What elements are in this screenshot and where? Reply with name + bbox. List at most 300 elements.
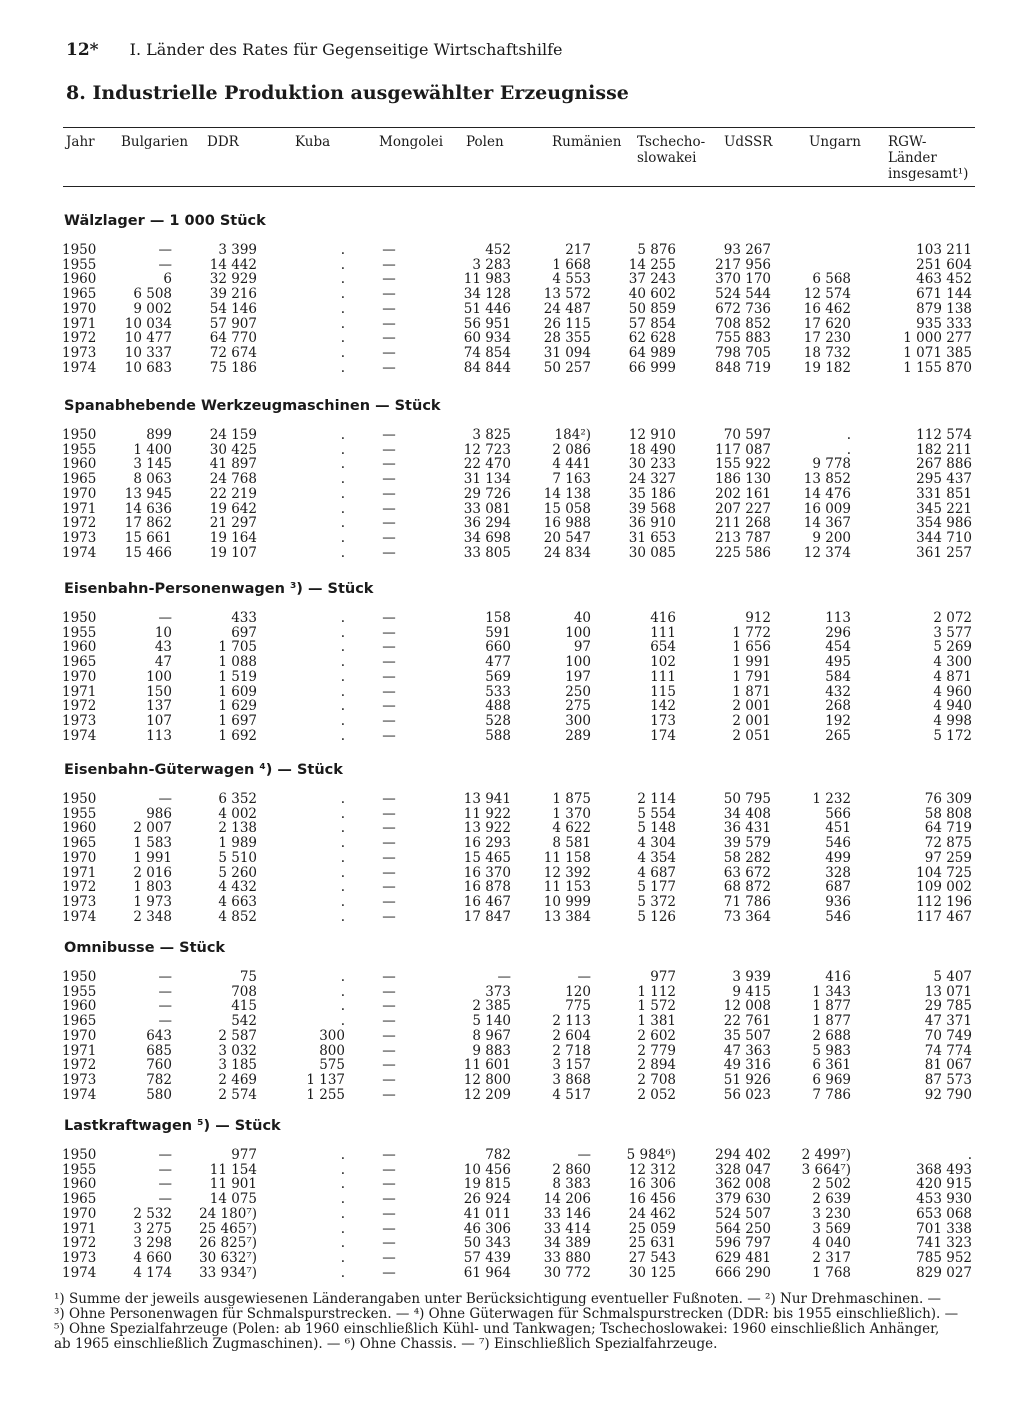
- year-cell: 1960: [62, 271, 97, 288]
- value-cell: —: [382, 639, 396, 656]
- value-cell: 251 604: [916, 256, 972, 273]
- value-cell: 5 372: [637, 893, 676, 910]
- value-cell: —: [158, 969, 172, 985]
- running-head-text: I. Länder des Rates für Gegenseitige Wirtschaftshilfe: [129, 40, 563, 59]
- table-row: [62, 1044, 972, 1059]
- value-cell: 666 290: [715, 1264, 771, 1281]
- value-cell: .: [340, 791, 345, 807]
- value-cell: —: [382, 998, 396, 1015]
- value-cell: 2 532: [133, 1205, 172, 1222]
- value-cell: 113: [825, 610, 851, 626]
- year-cell: 1960: [62, 1176, 97, 1193]
- value-cell: —: [158, 1161, 172, 1178]
- value-cell: 1 155 870: [903, 359, 972, 376]
- value-cell: —: [382, 864, 396, 881]
- value-cell: 697: [231, 624, 257, 641]
- value-cell: —: [382, 456, 396, 473]
- value-cell: 10 337: [124, 344, 172, 361]
- value-cell: 416: [825, 969, 851, 985]
- header-rule-bottom: [63, 186, 975, 187]
- value-cell: 54 146: [209, 300, 257, 317]
- value-cell: 5 407: [933, 969, 972, 985]
- table-row: [62, 611, 972, 626]
- value-cell: 546: [825, 908, 851, 925]
- value-cell: 2 708: [637, 1071, 676, 1088]
- value-cell: 524 544: [715, 286, 771, 303]
- table-row: [62, 670, 972, 685]
- value-cell: 782: [146, 1071, 172, 1088]
- year-cell: 1970: [62, 668, 97, 685]
- value-cell: 986: [146, 805, 172, 822]
- value-cell: 15 661: [124, 529, 172, 546]
- value-cell: 2 007: [133, 820, 172, 837]
- value-cell: 416: [650, 610, 676, 626]
- value-cell: .: [340, 242, 345, 258]
- header-rule-top: [63, 127, 975, 128]
- table-row: [62, 970, 972, 985]
- value-cell: 50 257: [543, 359, 591, 376]
- value-cell: 31 094: [543, 344, 591, 361]
- value-cell: .: [340, 1264, 345, 1281]
- value-cell: 1 973: [133, 893, 172, 910]
- value-cell: 569: [485, 668, 511, 685]
- year-cell: 1965: [62, 471, 97, 488]
- value-cell: 2 385: [472, 998, 511, 1015]
- value-cell: 202 161: [715, 485, 771, 502]
- year-cell: 1965: [62, 286, 97, 303]
- table-row: [62, 531, 972, 546]
- value-cell: 68 872: [723, 879, 771, 896]
- value-cell: 174: [650, 727, 676, 744]
- page-number: 12*: [66, 40, 99, 60]
- value-cell: 654: [650, 639, 676, 656]
- value-cell: 182 211: [916, 441, 972, 458]
- value-cell: 1 875: [552, 791, 591, 807]
- value-cell: —: [382, 242, 396, 258]
- value-cell: 1 000 277: [903, 330, 972, 347]
- section-table: [62, 792, 972, 924]
- value-cell: 34 408: [723, 805, 771, 822]
- value-cell: 1 088: [218, 654, 257, 671]
- year-cell: 1971: [62, 315, 97, 332]
- col-header-jahr: Jahr: [66, 134, 95, 150]
- value-cell: .: [340, 359, 345, 376]
- value-cell: 3 185: [218, 1057, 257, 1074]
- value-cell: 26 115: [543, 315, 591, 332]
- value-cell: 362 008: [715, 1176, 771, 1193]
- value-cell: 2 086: [552, 441, 591, 458]
- value-cell: 1 991: [732, 654, 771, 671]
- value-cell: 708 852: [715, 315, 771, 332]
- value-cell: 588: [485, 727, 511, 744]
- value-cell: 977: [231, 1147, 257, 1163]
- value-cell: 8 581: [552, 835, 591, 852]
- value-cell: 9 415: [732, 983, 771, 1000]
- value-cell: 488: [485, 698, 511, 715]
- value-cell: 19 182: [803, 359, 851, 376]
- table-row: [62, 866, 972, 881]
- value-cell: 74 774: [924, 1042, 972, 1059]
- value-cell: —: [382, 515, 396, 532]
- value-cell: 373: [485, 983, 511, 1000]
- value-cell: 1 137: [306, 1071, 345, 1088]
- value-cell: .: [340, 286, 345, 303]
- value-cell: 115: [650, 683, 676, 700]
- value-cell: 16 988: [543, 515, 591, 532]
- table-row: [62, 1266, 972, 1281]
- value-cell: —: [382, 344, 396, 361]
- value-cell: 104 725: [916, 864, 972, 881]
- value-cell: 2 072: [933, 610, 972, 626]
- year-cell: 1960: [62, 820, 97, 837]
- year-cell: 1973: [62, 529, 97, 546]
- col-header-mongolei: Mongolei: [379, 134, 444, 150]
- value-cell: —: [158, 256, 172, 273]
- value-cell: 3 230: [812, 1205, 851, 1222]
- year-cell: 1960: [62, 639, 97, 656]
- value-cell: .: [340, 864, 345, 881]
- year-cell: 1965: [62, 1013, 97, 1030]
- value-cell: 50 795: [723, 791, 771, 807]
- value-cell: 2 587: [218, 1027, 257, 1044]
- value-cell: 41 011: [463, 1205, 511, 1222]
- value-cell: 5 126: [637, 908, 676, 925]
- table-row: [62, 516, 972, 531]
- year-cell: 1971: [62, 1220, 97, 1237]
- col-header-udssr: UdSSR: [724, 134, 773, 150]
- year-cell: 1972: [62, 515, 97, 532]
- value-cell: .: [340, 544, 345, 561]
- year-cell: 1974: [62, 1264, 97, 1281]
- value-cell: 13 922: [463, 820, 511, 837]
- year-cell: 1973: [62, 712, 97, 729]
- value-cell: 295 437: [916, 471, 972, 488]
- value-cell: 2 718: [552, 1042, 591, 1059]
- value-cell: —: [382, 427, 396, 443]
- value-cell: 70 749: [924, 1027, 972, 1044]
- value-cell: 4 553: [552, 271, 591, 288]
- value-cell: 1 668: [552, 256, 591, 273]
- value-cell: 596 797: [715, 1235, 771, 1252]
- col-header-bulgarien: Bulgarien: [121, 134, 189, 150]
- year-cell: 1955: [62, 983, 97, 1000]
- value-cell: 92 790: [924, 1086, 972, 1103]
- value-cell: .: [340, 500, 345, 517]
- section-table: [62, 611, 972, 743]
- table-row: [62, 1251, 972, 1266]
- value-cell: 225 586: [715, 544, 771, 561]
- value-cell: 4 998: [933, 712, 972, 729]
- section-title: Eisenbahn-Güterwagen ⁴) — Stück: [64, 762, 343, 778]
- table-row: [62, 1088, 972, 1103]
- value-cell: 21 297: [209, 515, 257, 532]
- value-cell: —: [382, 1147, 396, 1163]
- value-cell: 35 507: [723, 1027, 771, 1044]
- value-cell: 40: [573, 610, 591, 626]
- table-title: 8. Industrielle Produktion ausgewählter Erzeugnisse: [66, 82, 629, 104]
- section-title: Omnibusse — Stück: [64, 940, 226, 956]
- value-cell: 3 032: [218, 1042, 257, 1059]
- year-cell: 1965: [62, 1191, 97, 1208]
- table-row: [62, 895, 972, 910]
- value-cell: .: [340, 1147, 345, 1163]
- value-cell: 8 383: [552, 1176, 591, 1193]
- year-cell: 1965: [62, 654, 97, 671]
- value-cell: 368 493: [916, 1161, 972, 1178]
- value-cell: 4 687: [637, 864, 676, 881]
- table-row: [62, 361, 972, 376]
- value-cell: —: [158, 242, 172, 258]
- table-row: [62, 1207, 972, 1222]
- value-cell: —: [382, 893, 396, 910]
- value-cell: 2 051: [732, 727, 771, 744]
- value-cell: 4 852: [218, 908, 257, 925]
- value-cell: 72 674: [209, 344, 257, 361]
- year-cell: 1973: [62, 1071, 97, 1088]
- value-cell: 117 087: [715, 441, 771, 458]
- value-cell: 268: [825, 698, 851, 715]
- value-cell: 785 952: [916, 1249, 972, 1266]
- col-header-ddr: DDR: [207, 134, 239, 150]
- value-cell: 800: [319, 1042, 345, 1059]
- value-cell: 3 577: [933, 624, 972, 641]
- value-cell: 1 071 385: [903, 344, 972, 361]
- value-cell: 24 462: [628, 1205, 676, 1222]
- value-cell: —: [382, 1264, 396, 1281]
- section-table: [62, 243, 972, 375]
- year-cell: 1974: [62, 359, 97, 376]
- value-cell: .: [340, 969, 345, 985]
- value-cell: 463 452: [916, 271, 972, 288]
- table-row: [62, 836, 972, 851]
- value-cell: 60 934: [463, 330, 511, 347]
- table-row: [62, 1148, 972, 1163]
- value-cell: —: [497, 969, 511, 985]
- col-header-ungarn: Ungarn: [809, 134, 861, 150]
- value-cell: 19 815: [463, 1176, 511, 1193]
- value-cell: 16 009: [803, 500, 851, 517]
- col-header-polen: Polen: [466, 134, 504, 150]
- value-cell: 14 476: [803, 485, 851, 502]
- value-cell: —: [382, 286, 396, 303]
- value-cell: .: [846, 441, 851, 458]
- value-cell: 10 034: [124, 315, 172, 332]
- year-cell: 1972: [62, 330, 97, 347]
- year-cell: 1972: [62, 698, 97, 715]
- value-cell: .: [967, 1147, 972, 1163]
- value-cell: 14 138: [543, 485, 591, 502]
- value-cell: 454: [825, 639, 851, 656]
- value-cell: 495: [825, 654, 851, 671]
- value-cell: 19 107: [209, 544, 257, 561]
- value-cell: 5 983: [812, 1042, 851, 1059]
- value-cell: —: [382, 471, 396, 488]
- value-cell: 2 574: [218, 1086, 257, 1103]
- value-cell: 22 761: [723, 1013, 771, 1030]
- value-cell: 28 355: [543, 330, 591, 347]
- value-cell: —: [382, 529, 396, 546]
- value-cell: .: [340, 529, 345, 546]
- value-cell: 2 348: [133, 908, 172, 925]
- value-cell: 755 883: [715, 330, 771, 347]
- value-cell: —: [382, 791, 396, 807]
- value-cell: 3 939: [732, 969, 771, 985]
- value-cell: 36 294: [463, 515, 511, 532]
- value-cell: —: [382, 683, 396, 700]
- footnote-line: ¹) Summe der jeweils ausgewiesenen Länderangaben unter Berücksichtigung eventueller Fußnoten. — ²) Nur Drehmaschinen. —: [54, 1291, 942, 1307]
- value-cell: 33 880: [543, 1249, 591, 1266]
- year-cell: 1955: [62, 1161, 97, 1178]
- value-cell: 2 499⁷): [801, 1147, 851, 1163]
- value-cell: 173: [650, 712, 676, 729]
- year-cell: 1970: [62, 485, 97, 502]
- value-cell: 87 573: [924, 1071, 972, 1088]
- section-table: [62, 970, 972, 1102]
- value-cell: 26 924: [463, 1191, 511, 1208]
- value-cell: 361 257: [916, 544, 972, 561]
- value-cell: —: [382, 908, 396, 925]
- value-cell: .: [340, 683, 345, 700]
- value-cell: —: [382, 668, 396, 685]
- value-cell: 5 148: [637, 820, 676, 837]
- value-cell: —: [382, 879, 396, 896]
- year-cell: 1974: [62, 1086, 97, 1103]
- value-cell: 379 630: [715, 1191, 771, 1208]
- value-cell: 546: [825, 835, 851, 852]
- value-cell: 24 159: [209, 427, 257, 443]
- value-cell: 2 602: [637, 1027, 676, 1044]
- value-cell: 3 569: [812, 1220, 851, 1237]
- value-cell: 977: [650, 969, 676, 985]
- table-row: [62, 655, 972, 670]
- value-cell: 66 999: [628, 359, 676, 376]
- value-cell: 64 989: [628, 344, 676, 361]
- value-cell: 63 672: [723, 864, 771, 881]
- value-cell: —: [382, 1042, 396, 1059]
- year-cell: 1950: [62, 610, 97, 626]
- table-row: [62, 985, 972, 1000]
- value-cell: 211 268: [715, 515, 771, 532]
- value-cell: 16 306: [628, 1176, 676, 1193]
- table-row: [62, 1236, 972, 1251]
- table-row: [62, 1222, 972, 1237]
- year-cell: 1970: [62, 300, 97, 317]
- value-cell: 741 323: [916, 1235, 972, 1252]
- value-cell: 564 250: [715, 1220, 771, 1237]
- value-cell: 31 134: [463, 471, 511, 488]
- value-cell: 30 632⁷): [199, 1249, 257, 1266]
- value-cell: 16 878: [463, 879, 511, 896]
- value-cell: 57 907: [209, 315, 257, 332]
- value-cell: 137: [146, 698, 172, 715]
- value-cell: 11 158: [543, 849, 591, 866]
- table-row: [62, 1192, 972, 1207]
- value-cell: 15 465: [463, 849, 511, 866]
- value-cell: 4 660: [133, 1249, 172, 1266]
- value-cell: —: [382, 1205, 396, 1222]
- value-cell: 34 128: [463, 286, 511, 303]
- value-cell: —: [382, 983, 396, 1000]
- value-cell: 50 343: [463, 1235, 511, 1252]
- value-cell: 452: [485, 242, 511, 258]
- value-cell: 9 778: [812, 456, 851, 473]
- value-cell: 2 001: [732, 712, 771, 729]
- year-cell: 1973: [62, 893, 97, 910]
- value-cell: .: [340, 654, 345, 671]
- value-cell: .: [340, 344, 345, 361]
- value-cell: 213 787: [715, 529, 771, 546]
- value-cell: 207 227: [715, 500, 771, 517]
- value-cell: 936: [825, 893, 851, 910]
- value-cell: 24 487: [543, 300, 591, 317]
- value-cell: 36 910: [628, 515, 676, 532]
- value-cell: 354 986: [916, 515, 972, 532]
- value-cell: 39 579: [723, 835, 771, 852]
- value-cell: 1 583: [133, 835, 172, 852]
- col-header-kuba: Kuba: [295, 134, 331, 150]
- value-cell: 75: [239, 969, 257, 985]
- table-row: [62, 457, 972, 472]
- value-cell: 2 113: [552, 1013, 591, 1030]
- value-cell: 35 186: [628, 485, 676, 502]
- value-cell: —: [382, 500, 396, 517]
- year-cell: 1970: [62, 1205, 97, 1222]
- value-cell: 14 255: [628, 256, 676, 273]
- table-row: [62, 729, 972, 744]
- value-cell: —: [577, 969, 591, 985]
- value-cell: 528: [485, 712, 511, 729]
- value-cell: 328: [825, 864, 851, 881]
- value-cell: 5 260: [218, 864, 257, 881]
- year-cell: 1965: [62, 835, 97, 852]
- value-cell: 3 868: [552, 1071, 591, 1088]
- value-cell: 71 786: [723, 893, 771, 910]
- value-cell: 16 293: [463, 835, 511, 852]
- value-cell: 58 282: [723, 849, 771, 866]
- value-cell: 1 572: [637, 998, 676, 1015]
- value-cell: 73 364: [723, 908, 771, 925]
- value-cell: .: [340, 300, 345, 317]
- value-cell: .: [340, 1205, 345, 1222]
- col-header-tschechoslowakei: Tschecho- slowakei: [637, 134, 706, 166]
- value-cell: .: [340, 835, 345, 852]
- value-cell: 294 402: [715, 1147, 771, 1163]
- value-cell: 50 859: [628, 300, 676, 317]
- value-cell: 33 414: [543, 1220, 591, 1237]
- year-cell: 1955: [62, 805, 97, 822]
- value-cell: 25 059: [628, 1220, 676, 1237]
- value-cell: 15 466: [124, 544, 172, 561]
- value-cell: 4 517: [552, 1086, 591, 1103]
- value-cell: 3 664⁷): [801, 1161, 851, 1178]
- value-cell: 184²): [554, 427, 591, 443]
- value-cell: 7 163: [552, 471, 591, 488]
- value-cell: —: [382, 835, 396, 852]
- value-cell: 30 425: [209, 441, 257, 458]
- table-row: [62, 258, 972, 273]
- value-cell: —: [382, 315, 396, 332]
- value-cell: 5 140: [472, 1013, 511, 1030]
- table-row: [62, 272, 972, 287]
- value-cell: 33 081: [463, 500, 511, 517]
- value-cell: —: [382, 330, 396, 347]
- value-cell: 660: [485, 639, 511, 656]
- value-cell: 899: [146, 427, 172, 443]
- value-cell: 1 791: [732, 668, 771, 685]
- value-cell: .: [340, 485, 345, 502]
- footnote-line: ab 1965 einschließlich Zugmaschinen). — ⁶) Ohne Chassis. — ⁷) Einschließlich Spezialfahrzeuge.: [54, 1336, 718, 1352]
- table-row: [62, 792, 972, 807]
